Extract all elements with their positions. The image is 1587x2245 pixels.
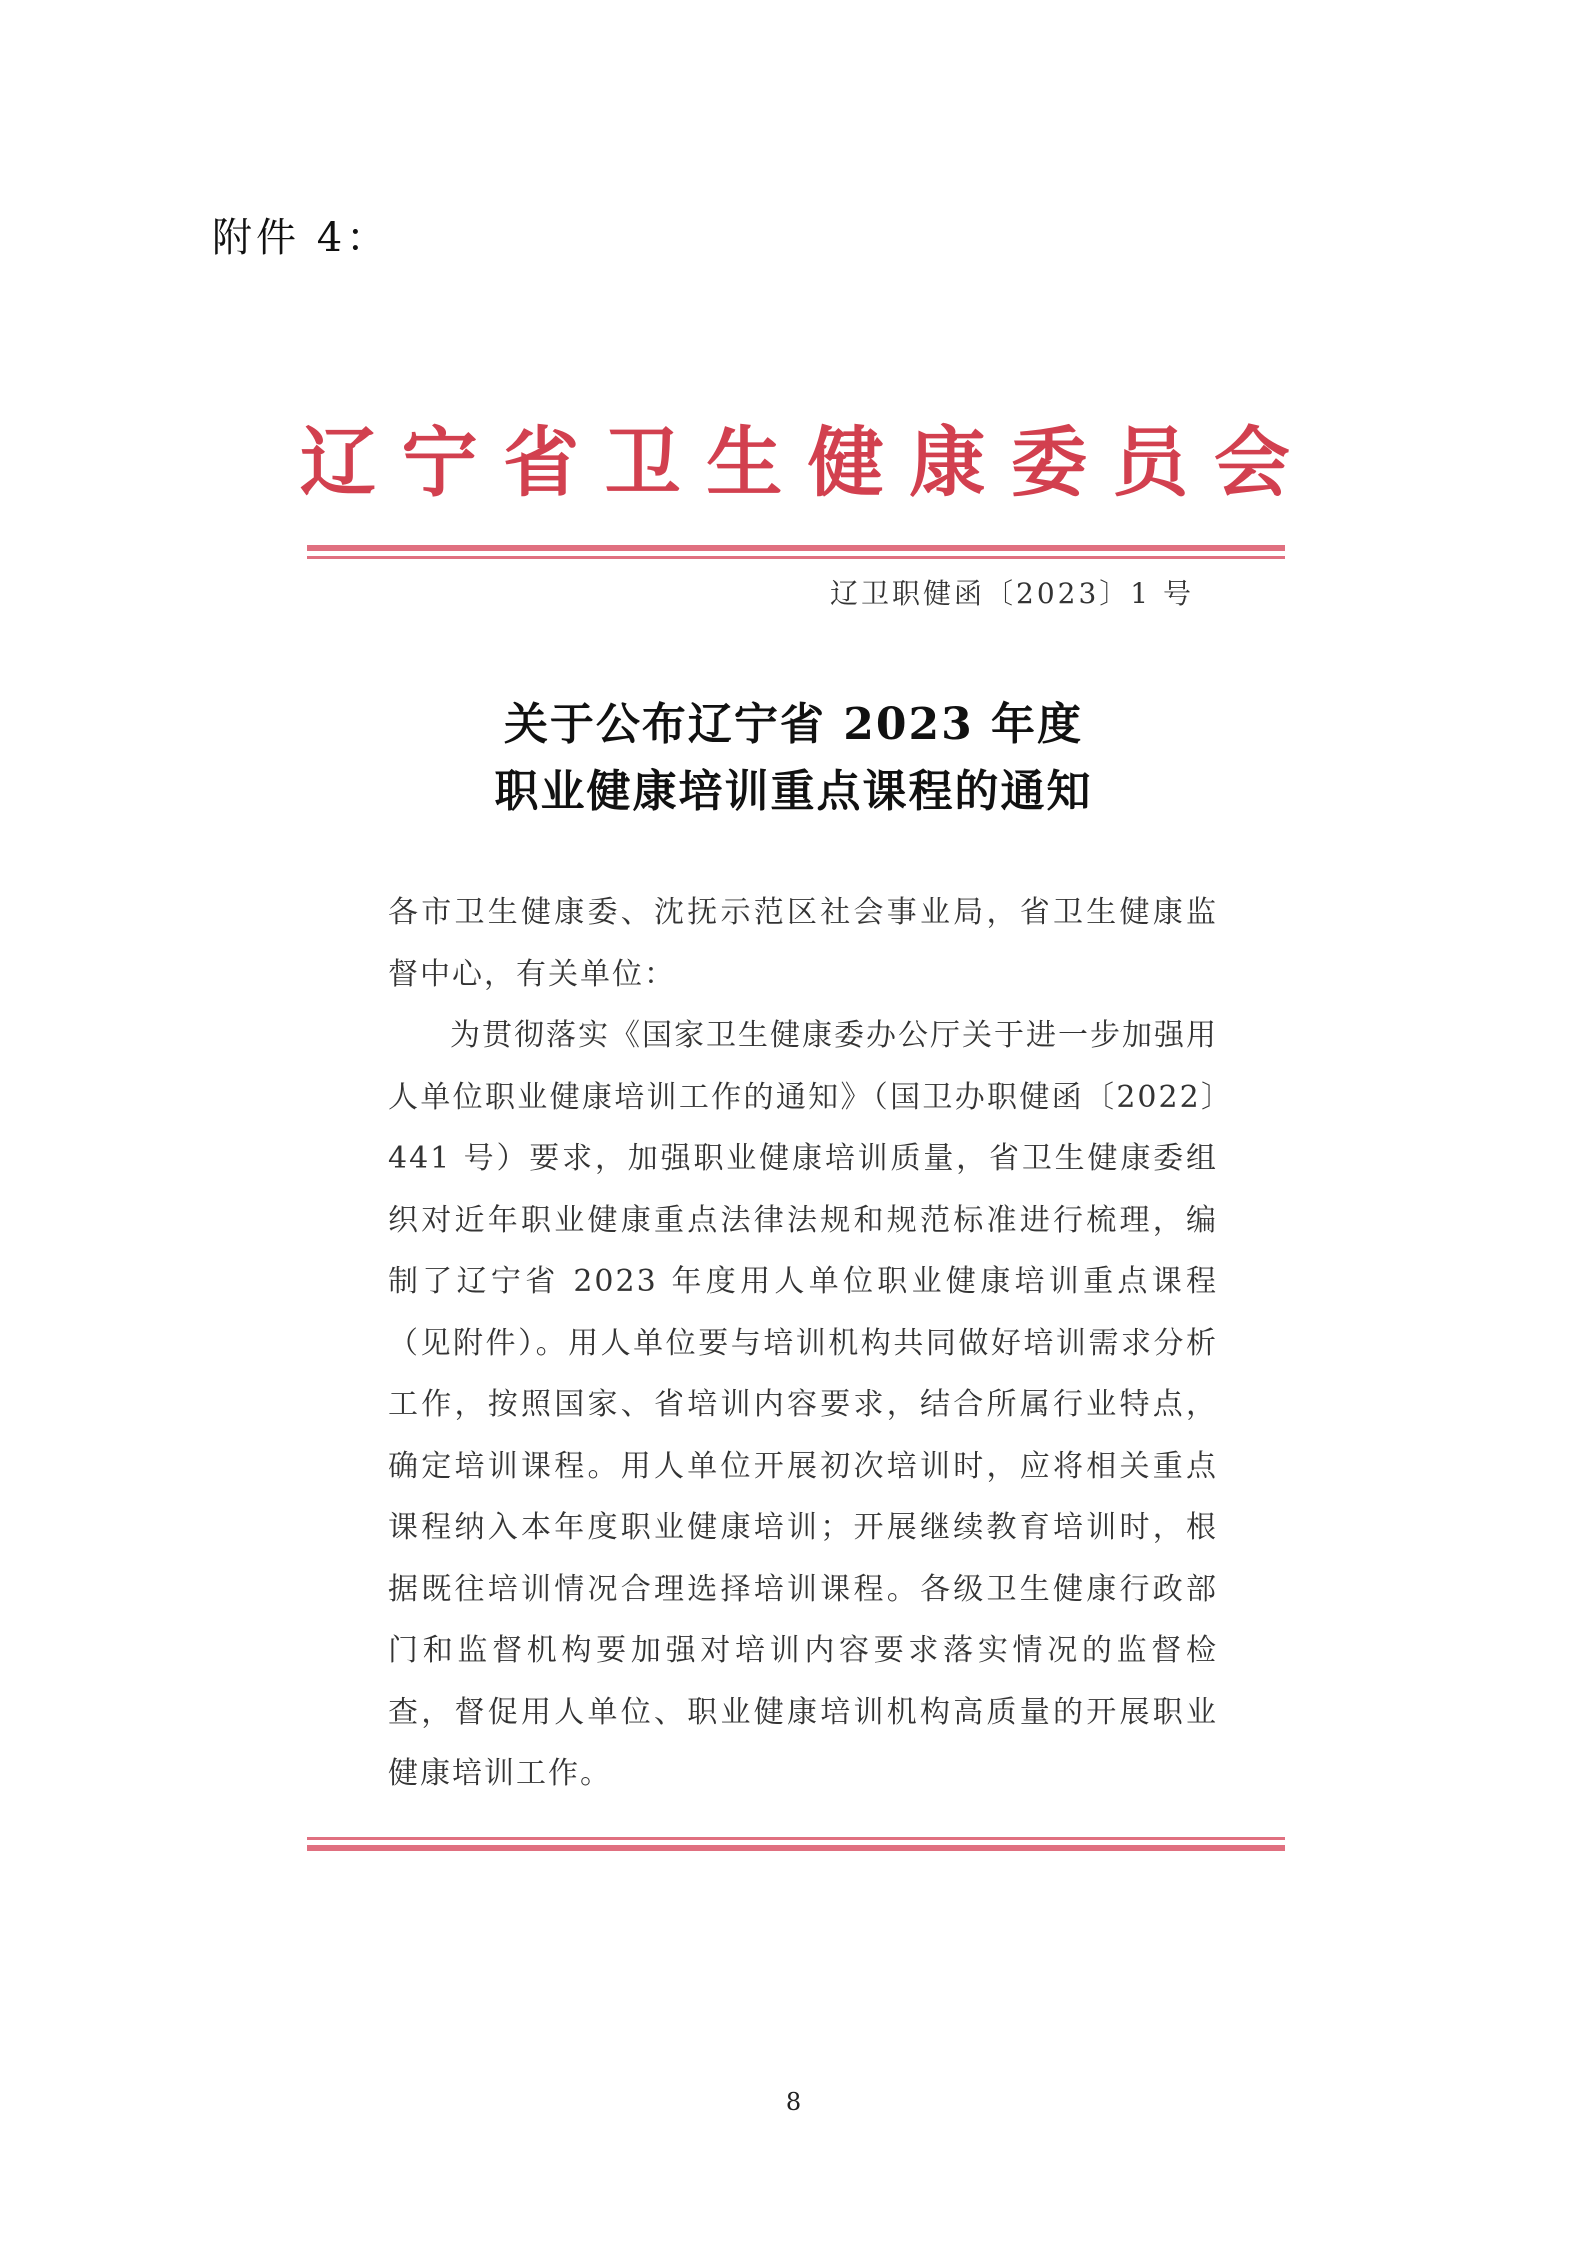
- body-paragraph: 为贯彻落实《国家卫生健康委办公厅关于进一步加强用人单位职业健康培训工作的通知》（国卫办职健函〔2022〕441 号）要求，加强职业健康培训质量，省卫生健康委组织对近年职业健康重点法律法规和规范标准进行梳理，编制了辽宁省 2023 年度用人单位职业健康培训重点课程（见附件）。用人单位要与培训机构共同做好培训需求分析工作，按照国家、省培训内容要求，结合所属行业特点，确定培训课程。用人单位开展初次培训时，应将相关重点课程纳入本年度职业健康培训；开展继续教育培训时，根据既往培训情况合理选择培训课程。各级卫生健康行政部门和监督机构要加强对培训内容要求落实情况的监督检查，督促用人单位、职业健康培训机构高质量的开展职业健康培训工作。: [388, 1018, 1218, 1791]
- attachment-label: 附件 4：: [212, 215, 391, 261]
- footer-rule-thin: [307, 1837, 1285, 1840]
- letterhead-char: 会: [1213, 418, 1290, 507]
- letterhead-char: 卫: [604, 418, 681, 507]
- letterhead-char: 省: [503, 418, 580, 507]
- letterhead-char: 辽: [300, 418, 376, 507]
- letterhead-char: 生: [706, 418, 783, 507]
- letterhead-char: 委: [1010, 418, 1087, 507]
- letterhead-char: 康: [909, 418, 986, 507]
- letterhead: [300, 418, 1290, 507]
- letterhead-char: 宁: [401, 418, 478, 507]
- salutation: 各市卫生健康委、沈抚示范区社会事业局，省卫生健康监督中心，有关单位：: [388, 895, 1218, 992]
- header-rule-thick: [307, 545, 1285, 551]
- title-line-2: 职业健康培训重点课程的通知: [494, 766, 1093, 817]
- title-line-1: 关于公布辽宁省 2023 年度: [503, 699, 1084, 750]
- page-number: 8: [785, 2088, 802, 2116]
- letterhead-char: 健: [807, 418, 884, 507]
- footer-rule-thick: [307, 1845, 1285, 1851]
- header-rule-thin: [307, 556, 1285, 559]
- document-number: 辽卫职健函〔2023〕1 号: [830, 577, 1194, 610]
- letterhead-char: 员: [1112, 418, 1189, 507]
